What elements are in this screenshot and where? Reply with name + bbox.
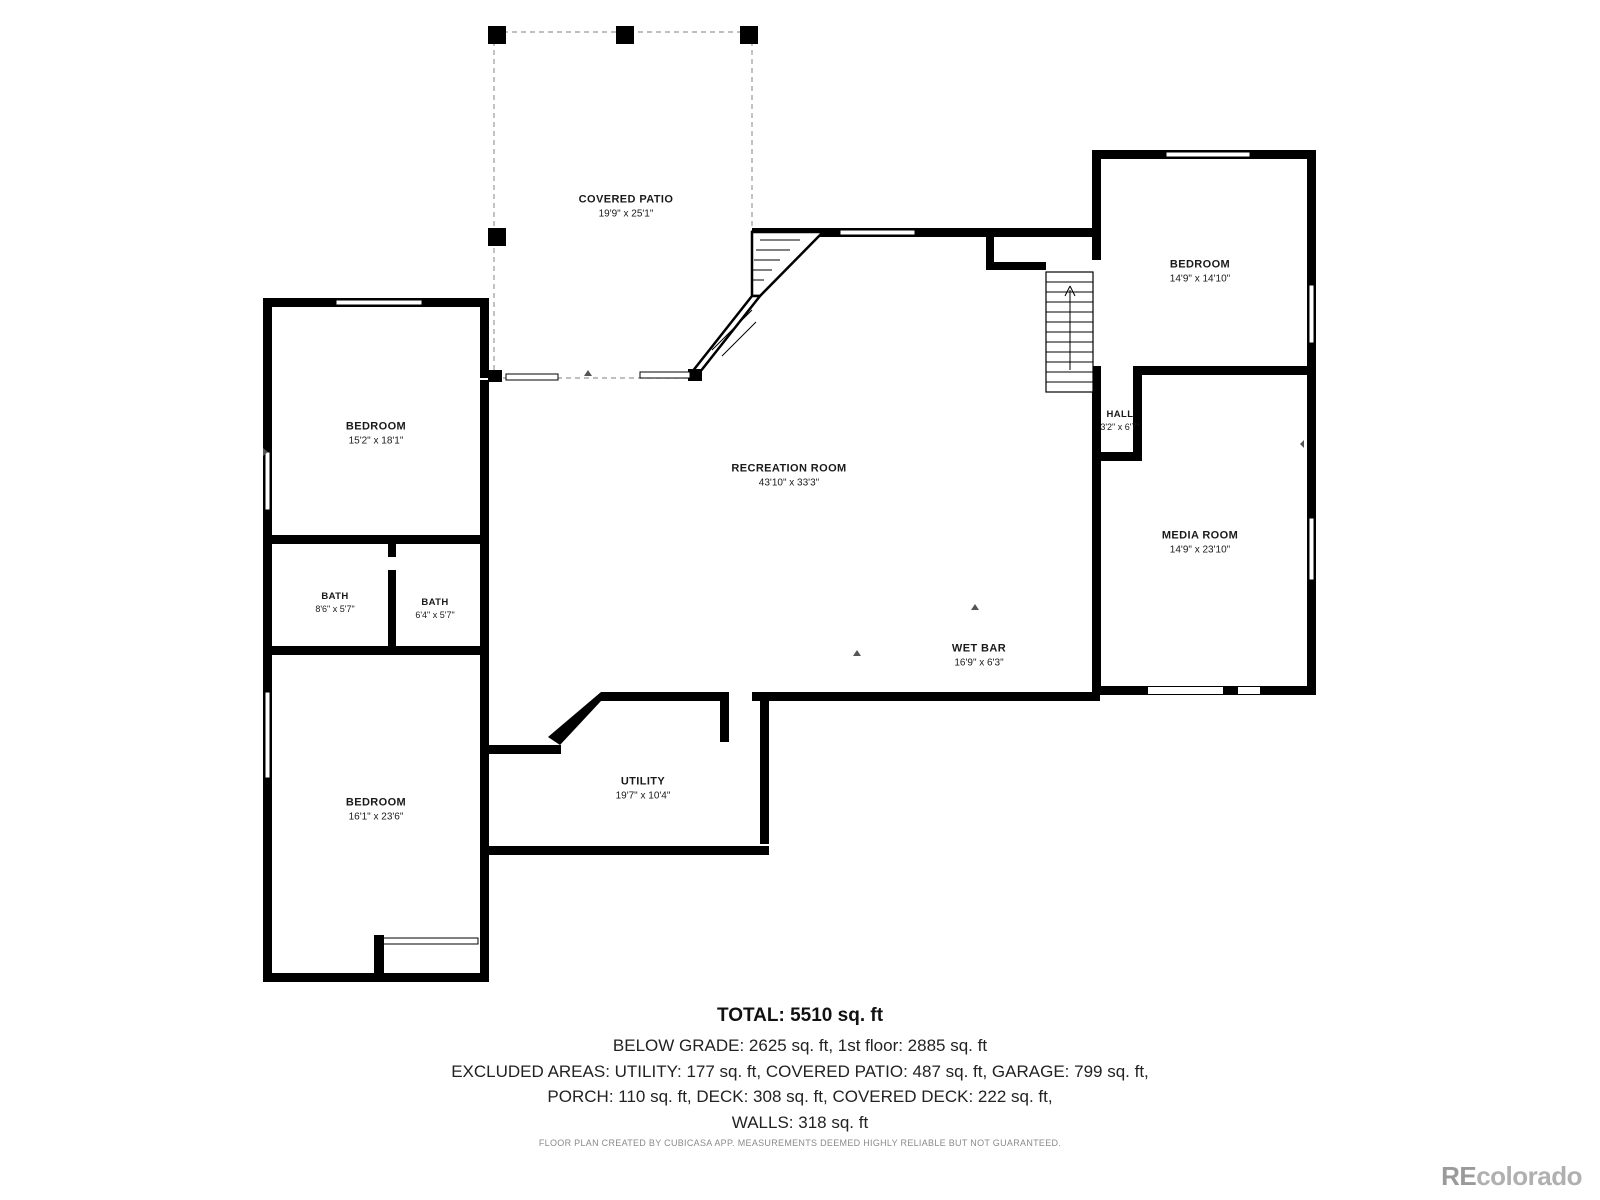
summary-line-3: PORCH: 110 sq. ft, DECK: 308 sq. ft, COVERED DECK: 222 sq. ft, [547,1087,1053,1106]
room-name: RECREATION ROOM [731,462,847,475]
door-opening [1238,687,1260,694]
wall [480,655,489,753]
patio-post [740,26,758,44]
window [1309,285,1314,343]
room-dimensions: 16'9" x 6'3" [954,657,1004,669]
wall [601,692,729,701]
wall [1307,150,1316,695]
summary-line-2: EXCLUDED AREAS: UTILITY: 177 sq. ft, COVERED PATIO: 487 sq. ft, GARAGE: 799 sq. ft, [451,1061,1149,1081]
patio-post [488,26,506,44]
summary-line-1: BELOW GRADE: 2625 sq. ft, 1st floor: 2885 sq. ft [612,1036,988,1055]
wall [489,745,561,754]
floor-marks [263,370,1304,656]
summary-line-4: WALLS: 318 sq. ft [731,1112,869,1132]
wall [986,235,994,270]
window [640,372,690,378]
room-name: BATH [321,590,349,602]
wall [489,846,769,855]
window [265,452,270,510]
room-name: BEDROOM [1169,258,1231,271]
total-area: TOTAL: 5510 sq. ft [716,1005,884,1026]
door-opening [1148,687,1223,694]
wall [480,745,489,855]
window [1166,152,1250,157]
window [265,692,270,778]
room-dimensions: 19'7" x 10'4" [615,790,671,802]
wall [388,570,396,646]
wall [1092,461,1101,695]
room-dimensions: 15'2" x 18'1" [348,435,404,447]
wall [986,262,1046,270]
covered-patio-outline [494,32,752,378]
room-dimensions: 19'9" x 25'1" [598,208,654,220]
room-name: COVERED PATIO [578,193,674,206]
room-name: WET BAR [951,642,1007,655]
recolorado-logo [1441,1161,1582,1192]
wall [1133,366,1142,461]
window [378,938,478,944]
floor-plan-walls [263,26,1316,982]
wall [1092,150,1101,260]
wall [263,535,489,544]
window [336,300,422,305]
wall [1133,366,1316,375]
patio-post [488,228,506,246]
disclaimer-text: FLOOR PLAN CREATED BY CUBICASA APP. MEASUREMENTS DEEMED HIGHLY RELIABLE BUT NOT GUARANTEED. [538,1138,1062,1148]
room-name: BEDROOM [345,420,407,433]
wall [720,692,729,742]
room-dimensions: 43'10" x 33'3" [758,477,820,489]
wall [480,298,489,378]
wall [263,298,272,982]
room-name: BATH [421,596,449,608]
room-dimensions: 8'6" x 5'7" [315,603,355,614]
patio-post [616,26,634,44]
room-dimensions: 6'4" x 5'7" [415,609,455,620]
wall [374,935,384,982]
room-name: UTILITY [620,775,666,788]
wall [480,846,489,982]
room-dimensions: 3'2" x 6'7" [1100,421,1140,432]
wall [488,370,502,382]
room-dimensions: 14'9" x 14'10" [1169,273,1231,285]
wall [548,692,601,745]
wall [760,692,769,844]
wall [480,544,489,646]
wall [760,692,1100,701]
wall [1092,452,1137,461]
window [1309,518,1314,580]
room-name: HALL [1106,408,1134,420]
window [506,374,558,380]
staircase [1046,272,1093,392]
brand-prefix: RE [1441,1161,1477,1191]
wall [263,646,489,655]
brand-suffix: colorado [1476,1161,1582,1191]
angled-wall-hatched [692,232,823,372]
room-name: BEDROOM [345,796,407,809]
window [840,230,915,235]
room-dimensions: 14'9" x 23'10" [1169,544,1231,556]
room-dimensions: 16'1" x 23'6" [348,811,404,823]
room-name: MEDIA ROOM [1161,529,1239,542]
wall [388,535,396,557]
area-summary [0,1005,1600,1135]
wall [480,380,489,536]
